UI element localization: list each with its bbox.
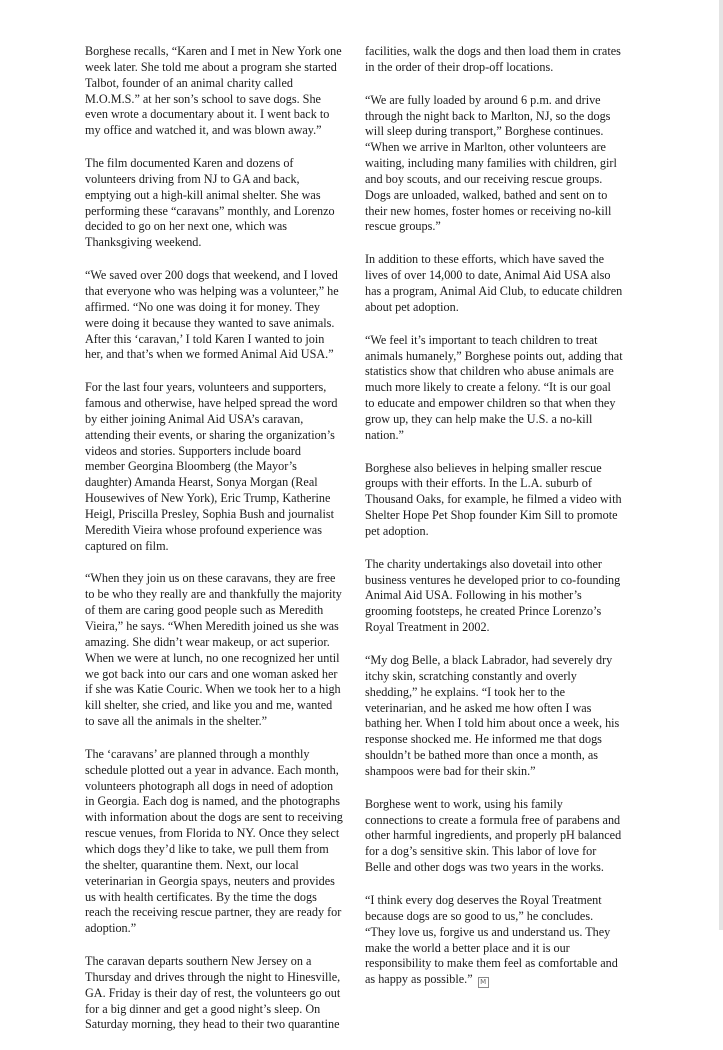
paragraph: The charity undertakings also dovetail into other business ventures he developed prior to co-founding Animal Aid USA. Following in his mother’s grooming footsteps, he created Prince Lorenzo’s Royal Treatment in 2002. [365,556,621,635]
end-mark-icon: M [478,977,489,988]
paragraph: facilities, walk the dogs and then load them in crates in the order of their drop-off locations. [365,44,621,74]
paragraph: For the last four years, volunteers and supporters, famous and otherwise, have helped spread the word by either joining Animal Aid USA’s caravan, attending their events, or sharing the organization’s videos and stories. Supporters include board member Georgina Bloomberg (the Mayor’s daughter) Amanda Hearst, Sonya Morgan (Real Housewives of New York), Eric Trump, Katherine Heigl, Priscilla Presley, Sophia Bush and journalist Meredith Vieira whose profound experience was captured on film. [85,380,338,553]
final-paragraph-text: “I think every dog deserves the Royal Treatment because dogs are so good to us,” he concludes. “They love us, forgive us and understand us. They make the world a better place and it is our responsibility to make them feel as comfortable and as happy as possible.” [365,892,618,987]
page-edge [719,0,723,930]
paragraph: “When they join us on these caravans, they are free to be who they really are and thankfully the majority of them are caring good people such as Meredith Vieira,” he says. “When Meredith joined us she was amazing. She didn’t wear makeup, or act superior. When we were at lunch, no one recognized her until we got back into our cars and one woman asked her if she was Katie Couric. When we took her to a high kill shelter, she cried, and like you and me, wanted to save all the animals in the shelter.” [85,571,342,729]
final-paragraph [365,893,623,988]
paragraph: “We feel it’s important to teach children to treat animals humanely,” Borghese points out, adding that statistics show that children who abuse animals are much more likely to create a felony. “It is our goal to educate and empower children so that when they grow up, they can help make the U.S. a no-kill nation.” [365,332,623,442]
left-column [85,44,343,1050]
paragraph: “We are fully loaded by around 6 p.m. and drive through the night back to Marlton, NJ, so the dogs will sleep during transport,” Borghese continues. “When we arrive in Marlton, other volunteers are waiting, including many families with children, girl and boy scouts, and our receiving rescue groups. Dogs are unloaded, walked, bathed and sent on to their new homes, foster homes or receiving no-kill rescue groups.” [365,92,617,234]
paragraph: “My dog Belle, a black Labrador, had severely dry itchy skin, scratching constantly and overly shedding,” he explains. “I took her to the veterinarian, and he asked me how often I was bathing her. When I told him about once a week, his response shocked me. He informed me that dogs shouldn’t be bathed more than once a month, as shampoos were bad for their skin.” [365,653,620,778]
paragraph: The ‘caravans’ are planned through a monthly schedule plotted out a year in advance. Each month, volunteers photograph all dogs in need of adoption in Georgia. Each dog is named, and the photographs with information about the dogs are sent to receiving rescue venues, from Florida to NY. Once they select which dogs they’d like to take, we pull them from the shelter, quarantine them. Next, our local veterinarian in Georgia spays, neuters and provides us with health certificates. By the time the dogs reach the receiving rescue partner, they are ready for adoption.” [85,746,343,936]
paragraph: The film documented Karen and dozens of volunteers driving from NJ to GA and back, emptying out a high-kill animal shelter. She was performing these “caravans” monthly, and Lorenzo decided to go on her next one, which was Thanksgiving weekend. [85,156,335,250]
paragraph: “We saved over 200 dogs that weekend, and I loved that everyone who was helping was a volunteer,” he affirmed. “No one was doing it for money. They were doing it because they wanted to save animals. After this ‘caravan,’ I told Karen I wanted to join her, and that’s when we formed Animal Aid USA.” [85,268,339,362]
paragraph: In addition to these efforts, which have saved the lives of over 14,000 to date, Animal Aid USA also has a program, Animal Aid Club, to educate children about pet adoption. [365,252,623,314]
paragraph: The caravan departs southern New Jersey on a Thursday and drives through the night to Hinesville, GA. Friday is their day of rest, the volunteers go out for a big dinner and get a good night’s sleep. On Saturday morning, they head to their two quarantine [85,954,341,1032]
paragraph: Borghese also believes in helping smaller rescue groups with their efforts. In the L.A. suburb of Thousand Oaks, for example, he filmed a video with Shelter Hope Pet Shop founder Kim Sill to promote pet adoption. [365,460,622,538]
right-column [365,44,623,1005]
paragraph: Borghese went to work, using his family connections to create a formula free of parabens and other harmful ingredients, and properly pH balanced for a dog’s sensitive skin. This labor of love for Belle and other dogs was two years in the works. [365,796,622,875]
paragraph: Borghese recalls, “Karen and I met in New York one week later. She told me about a program she started Talbot, founder of an animal charity called M.O.M.S.” at her son’s school to save dogs. She even wrote a documentary about it. I went back to my office and watched it, and was blown away.” [85,44,342,138]
